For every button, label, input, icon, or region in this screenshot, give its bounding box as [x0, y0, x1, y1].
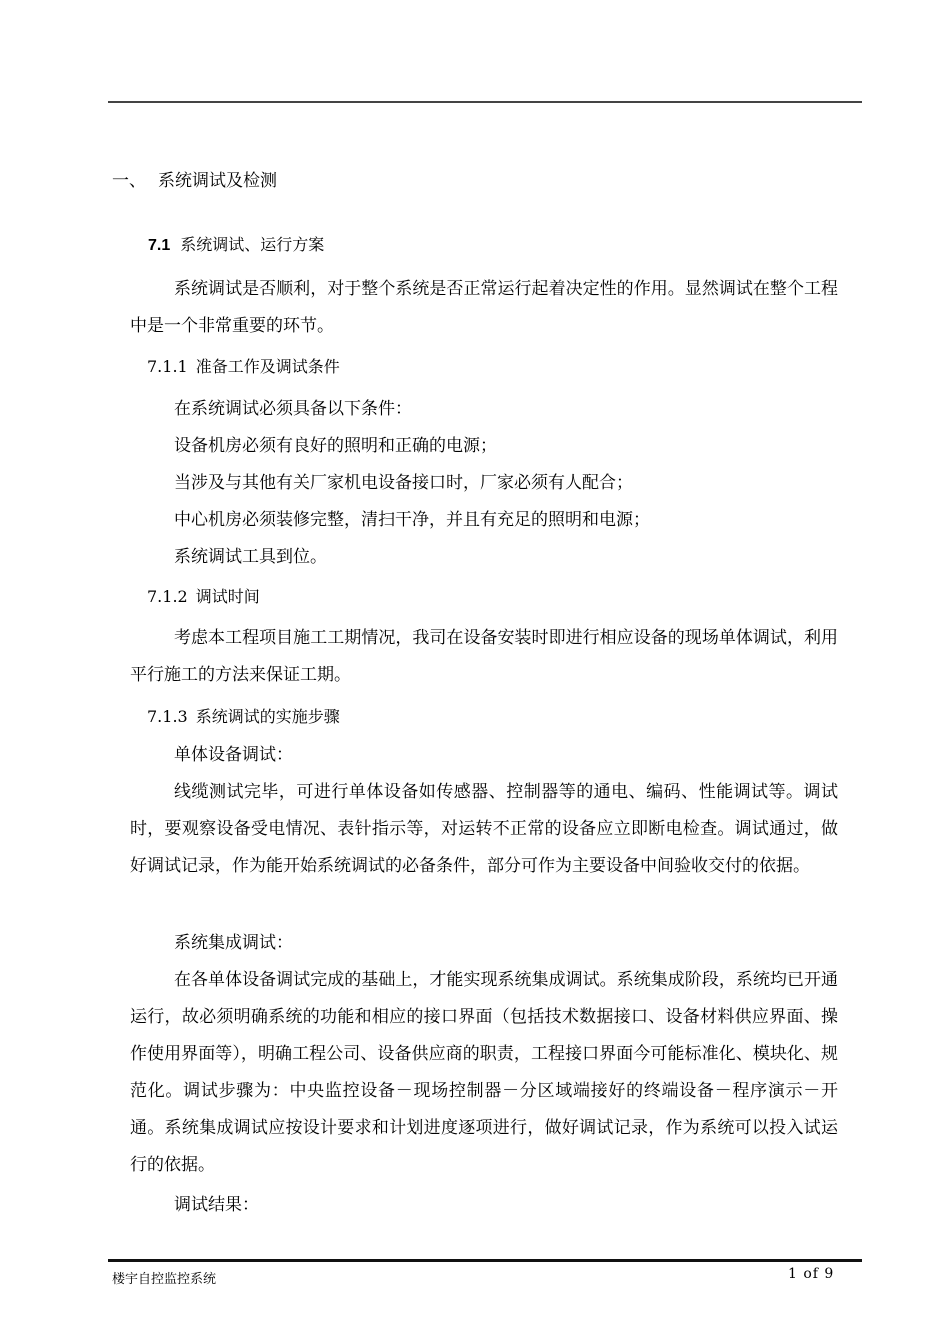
footer-doc-title: 楼宇自控监控系统 [112, 1272, 217, 1287]
unit-test-label: 单体设备调试： [174, 745, 293, 765]
subsection-heading [148, 232, 324, 255]
section-title: 系统调试及检测 [158, 171, 277, 191]
heading-7-1-1: 7.1.1 准备工作及调试条件 [147, 357, 340, 376]
subsection-title: 系统调试、运行方案 [180, 235, 325, 254]
subsection-number: 7.1 [148, 237, 171, 254]
section-number: 一、 [112, 171, 146, 191]
integration-label: 系统集成调试： [174, 933, 293, 953]
condition-line: 设备机房必须有良好的照明和正确的电源； [174, 436, 497, 456]
unit-test-paragraph: 线缆测试完毕，可进行单体设备如传感器、控制器等的通电、编码、性能调试等。调试时，要观察设备受电情况、表针指示等，对运转不正常的设备应立即断电检查。调试通过，做好调试记录，作为能开始系统调试的必备条件，部分可作为主要设备中间验收交付的依据。 [130, 782, 838, 876]
header-rule [108, 101, 862, 103]
integration-paragraph: 在各单体设备调试完成的基础上，才能实现系统集成调试。系统集成阶段，系统均已开通运行，故必须明确系统的功能和相应的接口界面（包括技术数据接口、设备材料供应界面、操作使用界面等），明确工程公司、设备供应商的职责，工程接口界面今可能标准化、模块化、规范化。调试步骤为：中央监控设备－现场控制器－分区域端接好的终端设备－程序演示－开通。系统集成调试应按设计要求和计划进度逐项进行，做好调试记录，作为系统可以投入试运行的依据。 [130, 970, 838, 1175]
heading-7-1-2: 7.1.2 调试时间 [147, 587, 260, 606]
schedule-paragraph: 考虑本工程项目施工工期情况，我司在设备安装时即进行相应设备的现场单体调试，利用平行施工的方法来保证工期。 [130, 628, 838, 685]
section-heading [112, 166, 277, 191]
page-number: 1 of 9 [788, 1266, 835, 1282]
intro-paragraph: 系统调试是否顺利，对于整个系统是否正常运行起着决定性的作用。显然调试在整个工程中是一个非常重要的环节。 [130, 279, 838, 336]
heading-7-1-3: 7.1.3 系统调试的实施步骤 [147, 707, 340, 726]
condition-line: 系统调试工具到位。 [174, 547, 327, 567]
condition-line: 在系统调试必须具备以下条件： [174, 399, 412, 419]
result-label: 调试结果： [174, 1195, 259, 1215]
condition-line: 中心机房必须装修完整，清扫干净，并且有充足的照明和电源； [174, 510, 650, 530]
footer-rule [108, 1259, 862, 1262]
condition-line: 当涉及与其他有关厂家机电设备接口时，厂家必须有人配合； [174, 473, 633, 493]
